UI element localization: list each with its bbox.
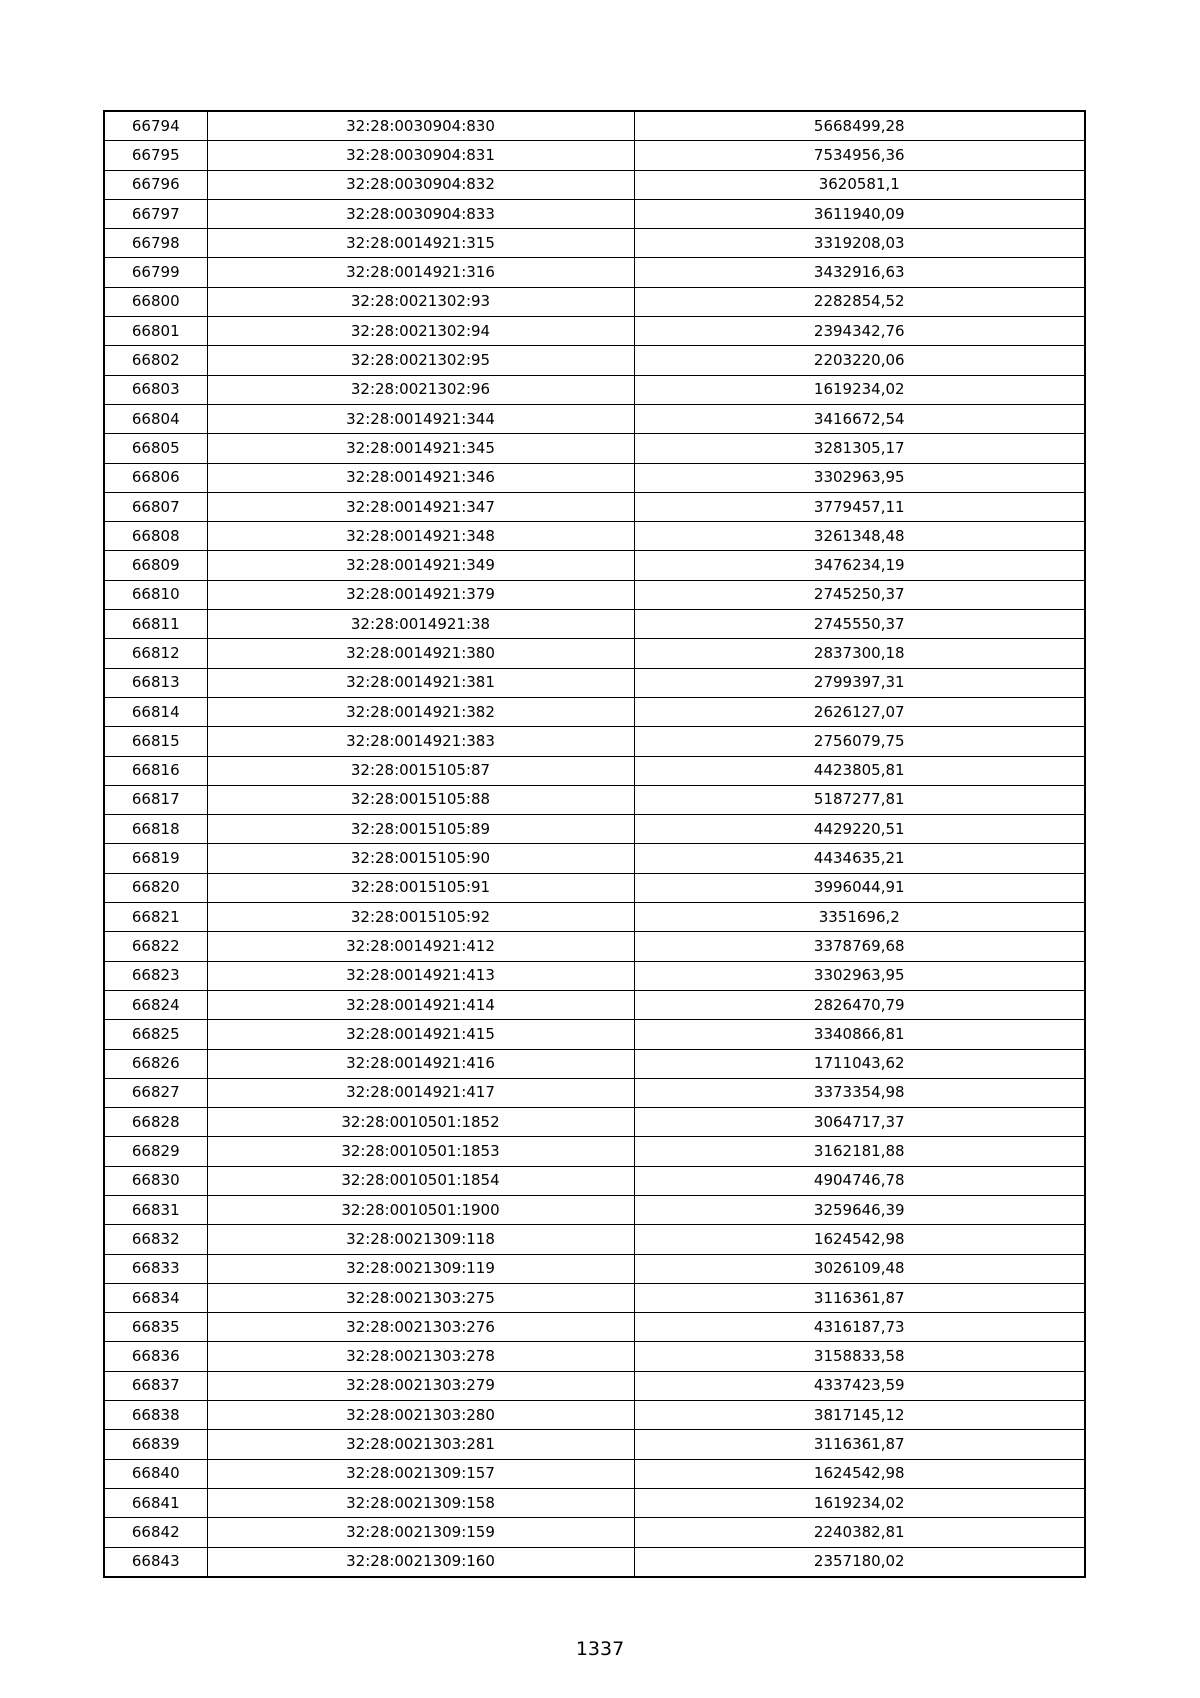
table-row [104, 170, 1085, 199]
cadastral-number-cell: 32:28:0014921:349 [207, 551, 634, 580]
cadastral-number-cell: 32:28:0014921:38 [207, 610, 634, 639]
table-row [104, 199, 1085, 228]
table-row [104, 990, 1085, 1019]
table-row [104, 258, 1085, 287]
cadastral-value-cell: 5668499,28 [634, 111, 1085, 141]
cadastral-value-cell: 3432916,63 [634, 258, 1085, 287]
row-number-cell: 66800 [104, 287, 207, 316]
cadastral-number-cell: 32:28:0014921:346 [207, 463, 634, 492]
row-number-cell: 66812 [104, 639, 207, 668]
cadastral-number-cell: 32:28:0021303:281 [207, 1430, 634, 1459]
cadastral-number-cell: 32:28:0014921:315 [207, 229, 634, 258]
table-row [104, 287, 1085, 316]
cadastral-number-cell: 32:28:0014921:379 [207, 580, 634, 609]
table-row [104, 903, 1085, 932]
cadastral-value-cell: 1619234,02 [634, 375, 1085, 404]
table-row [104, 463, 1085, 492]
cadastral-number-cell: 32:28:0014921:382 [207, 697, 634, 726]
cadastral-value-cell: 3281305,17 [634, 434, 1085, 463]
cadastral-value-cell: 3116361,87 [634, 1430, 1085, 1459]
row-number-cell: 66807 [104, 492, 207, 521]
row-number-cell: 66834 [104, 1283, 207, 1312]
row-number-cell: 66810 [104, 580, 207, 609]
cadastral-number-cell: 32:28:0021303:276 [207, 1313, 634, 1342]
cadastral-value-cell: 4904746,78 [634, 1166, 1085, 1195]
table-row [104, 785, 1085, 814]
table-row [104, 1547, 1085, 1577]
table-body [104, 111, 1085, 1577]
cadastral-value-cell: 2826470,79 [634, 990, 1085, 1019]
table-row [104, 141, 1085, 170]
cadastral-value-cell: 3996044,91 [634, 873, 1085, 902]
table-row [104, 1108, 1085, 1137]
table-row [104, 756, 1085, 785]
table-row [104, 1371, 1085, 1400]
cadastral-number-cell: 32:28:0021303:279 [207, 1371, 634, 1400]
row-number-cell: 66829 [104, 1137, 207, 1166]
cadastral-number-cell: 32:28:0014921:413 [207, 961, 634, 990]
row-number-cell: 66801 [104, 317, 207, 346]
cadastral-value-cell: 3259646,39 [634, 1195, 1085, 1224]
row-number-cell: 66820 [104, 873, 207, 902]
cadastral-number-cell: 32:28:0014921:381 [207, 668, 634, 697]
row-number-cell: 66815 [104, 727, 207, 756]
row-number-cell: 66795 [104, 141, 207, 170]
cadastral-number-cell: 32:28:0010501:1853 [207, 1137, 634, 1166]
cadastral-number-cell: 32:28:0015105:92 [207, 903, 634, 932]
cadastral-value-cell: 4423805,81 [634, 756, 1085, 785]
table-row [104, 346, 1085, 375]
row-number-cell: 66825 [104, 1020, 207, 1049]
row-number-cell: 66811 [104, 610, 207, 639]
row-number-cell: 66805 [104, 434, 207, 463]
table-row [104, 873, 1085, 902]
cadastral-value-cell: 2837300,18 [634, 639, 1085, 668]
table-row [104, 1195, 1085, 1224]
row-number-cell: 66804 [104, 404, 207, 433]
cadastral-value-cell: 3302963,95 [634, 961, 1085, 990]
table-row [104, 317, 1085, 346]
table-row [104, 1254, 1085, 1283]
cadastral-number-cell: 32:28:0021309:157 [207, 1459, 634, 1488]
row-number-cell: 66830 [104, 1166, 207, 1195]
row-number-cell: 66814 [104, 697, 207, 726]
cadastral-number-cell: 32:28:0014921:412 [207, 932, 634, 961]
cadastral-number-cell: 32:28:0030904:830 [207, 111, 634, 141]
table-row [104, 1020, 1085, 1049]
cadastral-value-cell: 3817145,12 [634, 1401, 1085, 1430]
row-number-cell: 66838 [104, 1401, 207, 1430]
table-row [104, 492, 1085, 521]
table-row [104, 375, 1085, 404]
cadastral-value-cell: 4337423,59 [634, 1371, 1085, 1400]
cadastral-value-cell: 7534956,36 [634, 141, 1085, 170]
row-number-cell: 66821 [104, 903, 207, 932]
cadastral-value-cell: 2756079,75 [634, 727, 1085, 756]
cadastral-value-cell: 3340866,81 [634, 1020, 1085, 1049]
row-number-cell: 66841 [104, 1488, 207, 1517]
cadastral-number-cell: 32:28:0021302:96 [207, 375, 634, 404]
table-row [104, 522, 1085, 551]
cadastral-number-cell: 32:28:0014921:345 [207, 434, 634, 463]
cadastral-number-cell: 32:28:0021303:278 [207, 1342, 634, 1371]
cadastral-value-cell: 2394342,76 [634, 317, 1085, 346]
cadastral-value-cell: 2626127,07 [634, 697, 1085, 726]
table-row [104, 932, 1085, 961]
table-row [104, 1049, 1085, 1078]
cadastral-number-cell: 32:28:0021302:95 [207, 346, 634, 375]
cadastral-value-cell: 3026109,48 [634, 1254, 1085, 1283]
table-row [104, 844, 1085, 873]
cadastral-number-cell: 32:28:0014921:416 [207, 1049, 634, 1078]
cadastral-number-cell: 32:28:0014921:344 [207, 404, 634, 433]
table-row [104, 1166, 1085, 1195]
cadastral-value-cell: 2203220,06 [634, 346, 1085, 375]
cadastral-value-cell: 1711043,62 [634, 1049, 1085, 1078]
table-row [104, 434, 1085, 463]
cadastral-number-cell: 32:28:0014921:383 [207, 727, 634, 756]
table-row [104, 815, 1085, 844]
cadastral-number-cell: 32:28:0014921:316 [207, 258, 634, 287]
cadastral-value-cell: 4316187,73 [634, 1313, 1085, 1342]
row-number-cell: 66836 [104, 1342, 207, 1371]
row-number-cell: 66840 [104, 1459, 207, 1488]
row-number-cell: 66828 [104, 1108, 207, 1137]
table-row [104, 1283, 1085, 1312]
cadastral-value-cell: 1624542,98 [634, 1459, 1085, 1488]
row-number-cell: 66799 [104, 258, 207, 287]
cadastral-number-cell: 32:28:0014921:415 [207, 1020, 634, 1049]
cadastral-number-cell: 32:28:0015105:88 [207, 785, 634, 814]
cadastral-number-cell: 32:28:0021309:119 [207, 1254, 634, 1283]
cadastral-value-cell: 3116361,87 [634, 1283, 1085, 1312]
table-row [104, 668, 1085, 697]
cadastral-value-cell: 3162181,88 [634, 1137, 1085, 1166]
row-number-cell: 66813 [104, 668, 207, 697]
row-number-cell: 66816 [104, 756, 207, 785]
cadastral-number-cell: 32:28:0010501:1900 [207, 1195, 634, 1224]
table-row [104, 1488, 1085, 1517]
cadastral-value-cell: 3351696,2 [634, 903, 1085, 932]
cadastral-number-cell: 32:28:0015105:87 [207, 756, 634, 785]
row-number-cell: 66817 [104, 785, 207, 814]
cadastral-number-cell: 32:28:0021309:118 [207, 1225, 634, 1254]
table-row [104, 229, 1085, 258]
cadastral-value-cell: 3416672,54 [634, 404, 1085, 433]
cadastral-number-cell: 32:28:0021303:280 [207, 1401, 634, 1430]
cadastral-value-cell: 1624542,98 [634, 1225, 1085, 1254]
row-number-cell: 66822 [104, 932, 207, 961]
cadastral-number-cell: 32:28:0014921:417 [207, 1078, 634, 1107]
row-number-cell: 66824 [104, 990, 207, 1019]
table-row [104, 1430, 1085, 1459]
cadastral-value-cell: 2357180,02 [634, 1547, 1085, 1577]
row-number-cell: 66823 [104, 961, 207, 990]
cadastral-value-cell: 5187277,81 [634, 785, 1085, 814]
table-row [104, 727, 1085, 756]
cadastral-number-cell: 32:28:0015105:90 [207, 844, 634, 873]
cadastral-number-cell: 32:28:0014921:348 [207, 522, 634, 551]
table-row [104, 1137, 1085, 1166]
table-row [104, 1313, 1085, 1342]
table-row [104, 697, 1085, 726]
table-row [104, 580, 1085, 609]
cadastral-number-cell: 32:28:0014921:380 [207, 639, 634, 668]
row-number-cell: 66819 [104, 844, 207, 873]
cadastral-value-cell: 3378769,68 [634, 932, 1085, 961]
cadastral-number-cell: 32:28:0015105:91 [207, 873, 634, 902]
table-row [104, 1401, 1085, 1430]
cadastral-value-cell: 2799397,31 [634, 668, 1085, 697]
row-number-cell: 66802 [104, 346, 207, 375]
table-row [104, 1459, 1085, 1488]
cadastral-number-cell: 32:28:0014921:414 [207, 990, 634, 1019]
row-number-cell: 66839 [104, 1430, 207, 1459]
row-number-cell: 66832 [104, 1225, 207, 1254]
row-number-cell: 66831 [104, 1195, 207, 1224]
cadastral-number-cell: 32:28:0030904:832 [207, 170, 634, 199]
row-number-cell: 66843 [104, 1547, 207, 1577]
table-row [104, 1518, 1085, 1547]
table-row [104, 639, 1085, 668]
table-row [104, 404, 1085, 433]
row-number-cell: 66796 [104, 170, 207, 199]
cadastral-value-cell: 3064717,37 [634, 1108, 1085, 1137]
cadastral-value-cell: 3319208,03 [634, 229, 1085, 258]
cadastral-value-cell: 3779457,11 [634, 492, 1085, 521]
table-row [104, 610, 1085, 639]
row-number-cell: 66835 [104, 1313, 207, 1342]
table-row [104, 1342, 1085, 1371]
cadastral-number-cell: 32:28:0021302:93 [207, 287, 634, 316]
row-number-cell: 66826 [104, 1049, 207, 1078]
cadastral-value-cell: 1619234,02 [634, 1488, 1085, 1517]
row-number-cell: 66842 [104, 1518, 207, 1547]
table-row [104, 551, 1085, 580]
cadastral-value-cell: 3261348,48 [634, 522, 1085, 551]
cadastral-number-cell: 32:28:0014921:347 [207, 492, 634, 521]
row-number-cell: 66806 [104, 463, 207, 492]
page-number: 1337 [575, 1638, 625, 1660]
cadastral-value-cell: 3611940,09 [634, 199, 1085, 228]
cadastral-number-cell: 32:28:0021309:160 [207, 1547, 634, 1577]
table-row [104, 1078, 1085, 1107]
cadastral-value-cell: 3620581,1 [634, 170, 1085, 199]
row-number-cell: 66803 [104, 375, 207, 404]
cadastral-value-cell: 2745550,37 [634, 610, 1085, 639]
cadastral-number-cell: 32:28:0021302:94 [207, 317, 634, 346]
cadastral-value-cell: 3158833,58 [634, 1342, 1085, 1371]
row-number-cell: 66797 [104, 199, 207, 228]
cadastral-value-cell: 3476234,19 [634, 551, 1085, 580]
row-number-cell: 66837 [104, 1371, 207, 1400]
cadastral-value-cell: 4434635,21 [634, 844, 1085, 873]
row-number-cell: 66833 [104, 1254, 207, 1283]
row-number-cell: 66827 [104, 1078, 207, 1107]
row-number-cell: 66818 [104, 815, 207, 844]
cadastral-number-cell: 32:28:0021303:275 [207, 1283, 634, 1312]
row-number-cell: 66794 [104, 111, 207, 141]
row-number-cell: 66798 [104, 229, 207, 258]
cadastral-number-cell: 32:28:0030904:831 [207, 141, 634, 170]
cadastral-number-cell: 32:28:0021309:158 [207, 1488, 634, 1517]
cadastral-number-cell: 32:28:0021309:159 [207, 1518, 634, 1547]
cadastral-number-cell: 32:28:0010501:1854 [207, 1166, 634, 1195]
cadastral-value-cell: 3302963,95 [634, 463, 1085, 492]
cadastral-number-cell: 32:28:0010501:1852 [207, 1108, 634, 1137]
cadastral-value-cell: 2745250,37 [634, 580, 1085, 609]
table-row [104, 1225, 1085, 1254]
cadastral-value-cell: 2240382,81 [634, 1518, 1085, 1547]
cadastral-number-cell: 32:28:0030904:833 [207, 199, 634, 228]
row-number-cell: 66808 [104, 522, 207, 551]
cadastral-value-table [103, 110, 1086, 1578]
cadastral-value-cell: 4429220,51 [634, 815, 1085, 844]
cadastral-number-cell: 32:28:0015105:89 [207, 815, 634, 844]
cadastral-value-cell: 2282854,52 [634, 287, 1085, 316]
table-row [104, 111, 1085, 141]
cadastral-value-cell: 3373354,98 [634, 1078, 1085, 1107]
table-row [104, 961, 1085, 990]
row-number-cell: 66809 [104, 551, 207, 580]
